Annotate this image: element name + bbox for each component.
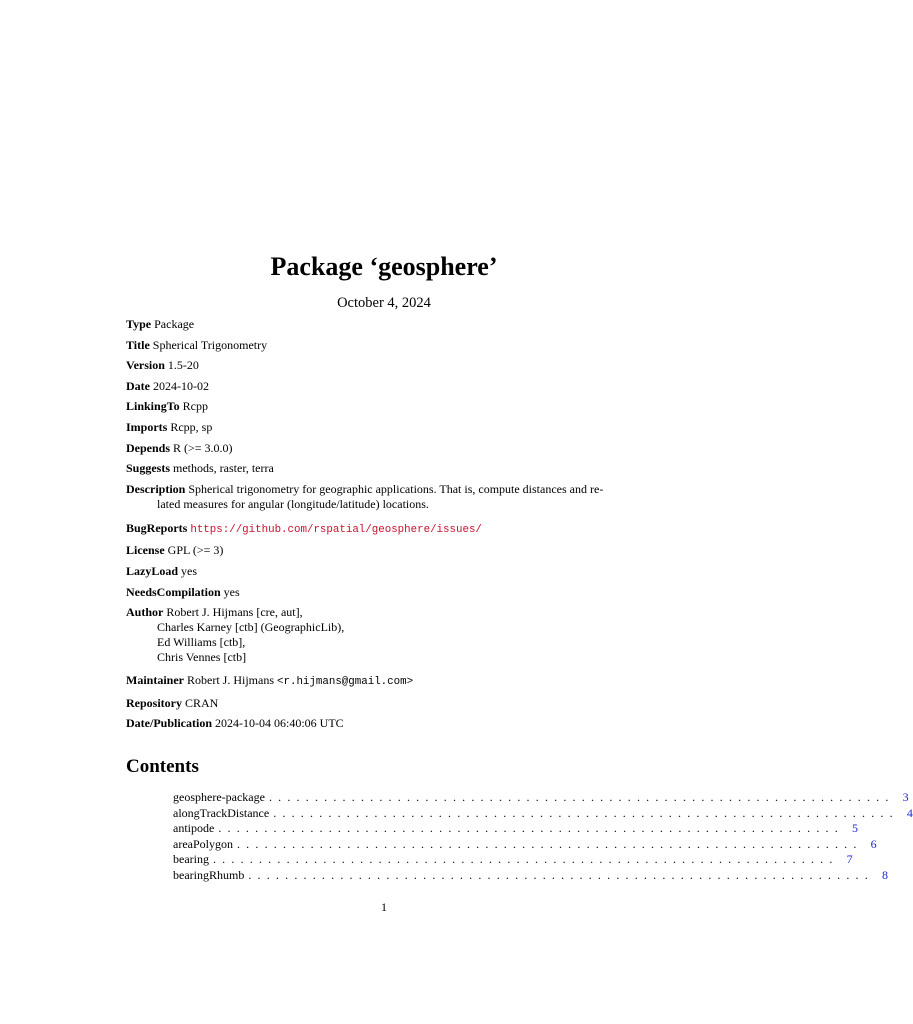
field-label: Suggests [126, 461, 171, 476]
toc-leader-dots: .................................................................... [218, 821, 844, 835]
field-value: Rcpp [182, 399, 208, 414]
toc-leader-dots: .................................................................... [273, 805, 899, 820]
toc-entry[interactable] [173, 836, 877, 853]
field-label: BugReports [126, 520, 188, 535]
toc-entry[interactable] [173, 805, 913, 822]
author-line-2: Charles Karney [ctb] (GeographicLib), [157, 620, 345, 635]
field-label: License [126, 543, 165, 558]
field-date [126, 379, 646, 394]
field-label: Date [126, 378, 150, 393]
field-label: Type [126, 317, 152, 331]
maintainer-name: Robert J. Hijmans [187, 673, 274, 688]
author-line-3: Ed Williams [ctb], [157, 635, 246, 650]
field-label: Maintainer [126, 673, 184, 688]
bugreports-link[interactable]: https://github.com/rspatial/geosphere/issues/ [190, 523, 482, 536]
field-label: Repository [126, 695, 182, 710]
field-label: Author [126, 605, 164, 620]
field-linkingto [126, 399, 646, 414]
toc-leader-dots: .................................................................... [268, 790, 895, 804]
field-label: Depends [126, 440, 171, 455]
toc-entry[interactable] [173, 852, 853, 868]
table-of-contents [173, 790, 913, 883]
field-label: Version [126, 358, 165, 373]
author-line-1: Robert J. Hijmans [cre, aut], [166, 605, 303, 620]
page-number: 1 [381, 900, 387, 914]
field-imports [126, 420, 646, 435]
toc-page-link[interactable]: 7 [846, 852, 853, 866]
field-bugreports [126, 521, 646, 538]
field-value: 2024-10-02 [153, 378, 209, 393]
toc-entry[interactable] [173, 867, 888, 884]
field-value: Rcpp, sp [170, 419, 213, 434]
field-label: Title [126, 337, 150, 352]
field-value: yes [181, 563, 198, 578]
field-value: GPL (>= 3) [167, 543, 224, 558]
field-publication [126, 716, 646, 731]
toc-page-link[interactable]: 8 [881, 867, 888, 882]
field-description [126, 482, 646, 512]
field-maintainer [126, 673, 646, 690]
toc-entry-name[interactable]: alongTrackDistance [173, 805, 270, 820]
field-depends [126, 441, 646, 456]
description-fields [126, 317, 646, 737]
description-line-1: Spherical trigonometry for geographic applications. That is, compute distances and re- [188, 481, 604, 496]
field-label: Imports [126, 419, 168, 434]
field-version [126, 358, 646, 373]
field-label: Date/Publication [126, 716, 212, 731]
field-suggests [126, 461, 646, 476]
field-value: Spherical Trigonometry [152, 337, 268, 352]
field-title [126, 338, 646, 353]
field-lazyload [126, 564, 646, 579]
toc-leader-dots: .................................................................... [212, 852, 839, 866]
toc-leader-dots: .................................................................... [236, 836, 863, 851]
toc-page-link[interactable]: 6 [870, 836, 877, 851]
toc-page-link[interactable]: 3 [902, 790, 909, 804]
toc-entry[interactable] [173, 821, 858, 837]
field-label: LinkingTo [126, 399, 180, 414]
field-value: Package [154, 317, 195, 331]
field-value: 2024-10-04 06:40:06 UTC [215, 716, 344, 731]
toc-entry-name[interactable]: antipode [173, 821, 215, 835]
field-needscompilation [126, 585, 646, 600]
field-type [126, 317, 646, 332]
toc-entry[interactable] [173, 790, 909, 806]
field-label: NeedsCompilation [126, 584, 221, 599]
package-title: Package ‘geosphere’ [270, 252, 498, 281]
field-value: yes [223, 584, 240, 599]
toc-leader-dots: .................................................................... [248, 867, 874, 882]
toc-entry-name[interactable]: areaPolygon [173, 836, 233, 851]
toc-entry-name[interactable]: bearing [173, 852, 209, 866]
field-label: LazyLoad [126, 563, 179, 578]
field-author [126, 605, 646, 665]
maintainer-email[interactable]: <r.hijmans@gmail.com> [277, 676, 414, 689]
toc-entry-name[interactable]: geosphere-package [173, 790, 265, 804]
field-repository [126, 696, 646, 711]
field-value: methods, raster, terra [173, 461, 274, 476]
field-label: Description [126, 481, 186, 496]
field-value: CRAN [185, 695, 219, 710]
field-value: R (>= 3.0.0) [173, 440, 233, 455]
toc-page-link[interactable]: 5 [851, 821, 858, 835]
contents-heading: Contents [126, 756, 199, 777]
package-date: October 4, 2024 [337, 295, 431, 311]
toc-entry-name[interactable]: bearingRhumb [173, 867, 245, 882]
toc-page-link[interactable]: 4 [906, 805, 913, 820]
field-license [126, 543, 646, 558]
description-line-2: lated measures for angular (longitude/latitude) locations. [157, 496, 429, 511]
author-line-4: Chris Vennes [ctb] [157, 650, 247, 665]
field-value: 1.5-20 [167, 358, 199, 373]
